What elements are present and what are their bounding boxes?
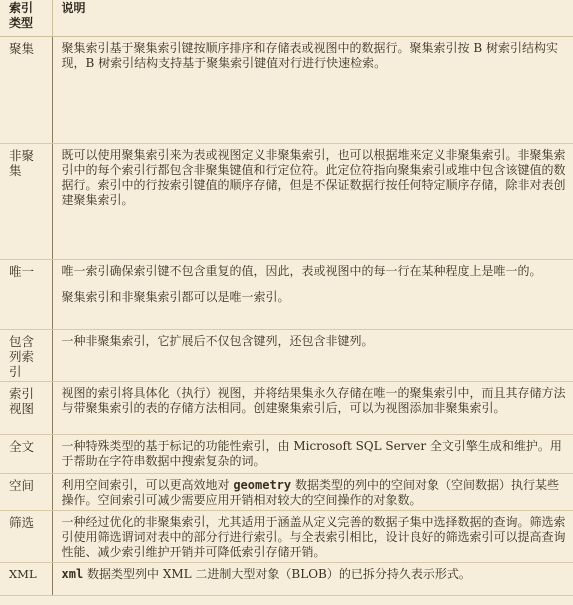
index-type-cell <box>0 381 52 434</box>
table-row <box>0 259 573 329</box>
description-cell <box>52 259 573 329</box>
index-type-label: 聚集 <box>9 40 35 56</box>
table-row <box>0 434 573 473</box>
description-cell <box>52 329 573 381</box>
header-description <box>52 0 573 36</box>
description-note: 聚集索引和非聚集索引都可以是唯一索引。 <box>61 289 290 304</box>
index-type-label: 包含 列索 引 <box>9 333 35 379</box>
index-type-cell <box>0 473 52 510</box>
index-type-label: 全文 <box>9 438 35 454</box>
description-text: 视图的索引将具体化（执行）视图，并将结果集永久存储在唯一的聚集索引中，而且其存储方法与带聚集索引的表的存储方法相同。创建聚集索引后，可以为视图添加非聚集索引。 <box>61 385 566 415</box>
description-cell <box>52 510 573 562</box>
index-type-label: 空间 <box>9 477 35 493</box>
description-text: 一种特殊类型的基于标记的功能性索引，由 Microsoft SQL Server 全文引擎生成和维护。用于帮助在字符串数据中搜索复杂的词。 <box>61 438 562 468</box>
table-header-row <box>0 0 573 36</box>
index-type-label: 非聚 集 <box>9 147 35 178</box>
description-text: 唯一索引确保索引键不包含重复的值，因此，表或视图中的每一行在某种程度上是唯一的。 <box>61 263 542 278</box>
description-text-after: 数据类型的列中的空间对象（空间数据）执行某些操作。空间索引可减少需要应用开销相对较大的空间操作的对象数。 <box>61 477 559 507</box>
description-text: 既可以使用聚集索引来为表或视图定义非聚集索引，也可以根据堆来定义非聚集索引。非聚集索引中的每个索引行都包含非聚集键值和行定位符。此定位符指向聚集索引或堆中包含该键值的数据行。索引中的行按索引键值的顺序存储，但是不保证数据行按任何特定顺序存储，除非对表创建聚集索引。 <box>61 147 566 207</box>
table-row <box>0 381 573 434</box>
geometry-code: geometry <box>233 477 292 492</box>
index-type-label: 筛选 <box>9 514 35 530</box>
description-cell <box>52 381 573 434</box>
table-row <box>0 473 573 510</box>
index-type-label: 唯一 <box>9 263 35 279</box>
table-row <box>0 143 573 259</box>
description-text <box>62 478 568 508</box>
description-cell <box>52 36 573 143</box>
description-text-before: 利用空间索引，可以更高效地对 <box>61 477 234 492</box>
description-cell <box>52 434 573 473</box>
description-cell <box>52 562 573 595</box>
table-row <box>0 510 573 562</box>
index-type-cell <box>0 143 52 259</box>
header-description-label: 说明 <box>61 1 86 15</box>
index-type-cell <box>0 434 52 473</box>
table-row <box>0 562 573 595</box>
index-type-label: XML <box>9 566 37 581</box>
description-text: 一种经过优化的非聚集索引，尤其适用于涵盖从定义完善的数据子集中选择数据的查询。筛选索引使用筛选谓词对表中的部分行进行索引。与全表索引相比，设计良好的筛选索引可以提高查询性能、减少索引维护开销并可降低索引存储开销。 <box>61 514 566 559</box>
description-cell <box>52 143 573 259</box>
table-row <box>0 36 573 143</box>
index-type-cell <box>0 329 52 381</box>
description-cell <box>52 473 573 510</box>
index-type-label: 索引 视图 <box>9 385 35 416</box>
xml-code: xml <box>61 566 84 581</box>
description-text: 一种非聚集索引，它扩展后不仅包含键列，还包含非键列。 <box>61 333 374 348</box>
description-text <box>62 567 568 582</box>
table-row <box>0 329 573 381</box>
index-type-cell <box>0 259 52 329</box>
header-index-type-label: 索引 类型 <box>9 1 34 30</box>
index-type-cell <box>0 36 52 143</box>
description-text: 聚集索引基于聚集索引键按顺序排序和存储表或视图中的数据行。聚集索引按 B 树索引结构实现，B 树索引结构支持基于聚集索引键值对行进行快速检索。 <box>61 40 558 70</box>
index-type-cell <box>0 510 52 562</box>
header-index-type <box>0 0 52 36</box>
description-text-after: 数据类型列中 XML 二进制大型对象（BLOB）的已拆分持久表示形式。 <box>83 566 471 581</box>
index-type-cell <box>0 562 52 595</box>
